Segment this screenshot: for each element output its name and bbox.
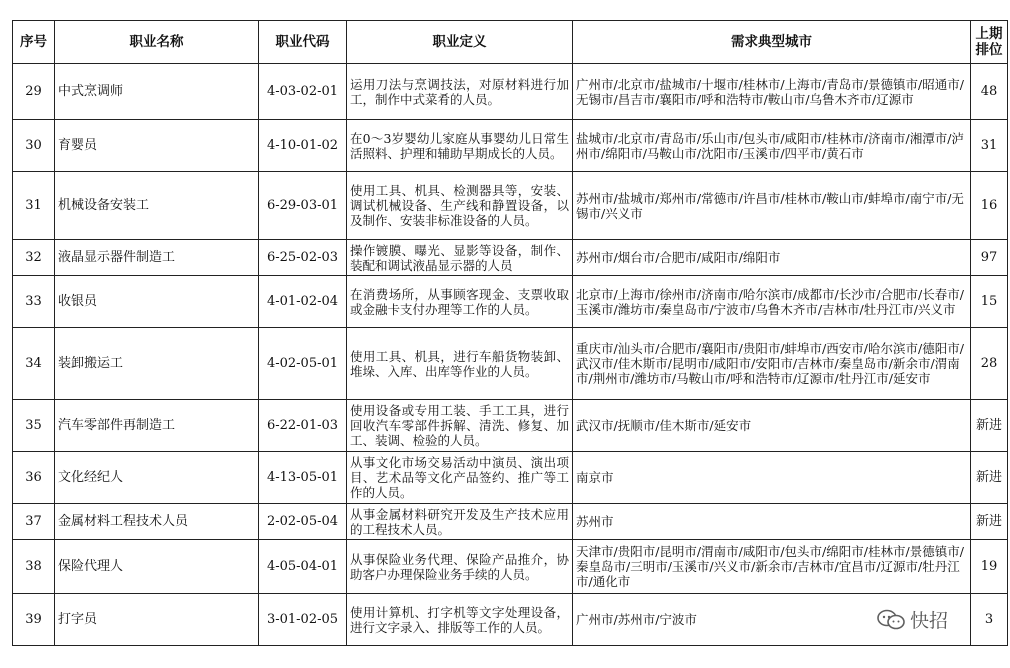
row-occupation-definition: 从事金属材料研究开发及生产技术应用的工程技术人员。 <box>347 504 573 540</box>
row-typical-cities: 重庆市/汕头市/合肥市/襄阳市/贵阳市/蚌埠市/西安市/哈尔滨市/德阳市/武汉市/佳木斯市/昆明市/咸阳市/安阳市/吉林市/秦皇岛市/新余市/渭南市/荆州市/潍坊市/马鞍山市/呼和浩特市/辽源市/牡丹江市/延安市 <box>573 328 971 400</box>
wechat-official-account-icon <box>876 609 906 631</box>
table-row <box>13 240 1008 276</box>
row-occupation-definition: 使用工具、机具，进行车船货物装卸、堆垛、入库、出库等作业的人员。 <box>347 328 573 400</box>
table-row <box>13 120 1008 172</box>
row-occupation-definition: 从事保险业务代理、保险产品推介，协助客户办理保险业务手续的人员。 <box>347 540 573 594</box>
row-previous-rank: 28 <box>971 328 1008 400</box>
row-index: 36 <box>13 452 55 504</box>
row-index: 29 <box>13 64 55 120</box>
row-index: 33 <box>13 276 55 328</box>
row-typical-cities: 广州市/北京市/盐城市/十堰市/桂林市/上海市/青岛市/景德镇市/昭通市/无锡市/昌吉市/襄阳市/呼和浩特市/鞍山市/乌鲁木齐市/辽源市 <box>573 64 971 120</box>
row-index: 32 <box>13 240 55 276</box>
row-previous-rank: 15 <box>971 276 1008 328</box>
row-index: 34 <box>13 328 55 400</box>
row-typical-cities: 苏州市 <box>573 504 971 540</box>
row-previous-rank: 新进 <box>971 452 1008 504</box>
row-occupation-code: 4-02-05-01 <box>259 328 347 400</box>
occupation-table <box>12 20 1008 646</box>
row-occupation-name: 汽车零部件再制造工 <box>55 400 259 452</box>
row-occupation-name: 打字员 <box>55 594 259 646</box>
row-typical-cities: 苏州市/盐城市/郑州市/常德市/许昌市/桂林市/鞍山市/蚌埠市/南宁市/无锡市/兴义市 <box>573 172 971 240</box>
header-occupation-definition: 职业定义 <box>347 21 573 64</box>
table-row <box>13 504 1008 540</box>
table-row <box>13 328 1008 400</box>
row-index: 31 <box>13 172 55 240</box>
row-previous-rank: 31 <box>971 120 1008 172</box>
row-occupation-name: 机械设备安装工 <box>55 172 259 240</box>
table-row <box>13 172 1008 240</box>
row-previous-rank: 19 <box>971 540 1008 594</box>
row-occupation-code: 6-25-02-03 <box>259 240 347 276</box>
header-previous-rank <box>971 21 1008 64</box>
row-typical-cities: 天津市/贵阳市/昆明市/渭南市/咸阳市/包头市/绵阳市/桂林市/景德镇市/秦皇岛市/三明市/玉溪市/兴义市/新余市/吉林市/宜昌市/辽源市/牡丹江市/通化市 <box>573 540 971 594</box>
row-previous-rank: 新进 <box>971 504 1008 540</box>
row-occupation-name: 装卸搬运工 <box>55 328 259 400</box>
row-index: 35 <box>13 400 55 452</box>
row-occupation-definition: 从事文化市场交易活动中演员、演出项目、艺术品等文化产品签约、推广等工作的人员。 <box>347 452 573 504</box>
row-typical-cities: 广州市/苏州市/宁波市 <box>573 594 971 646</box>
row-occupation-code: 4-13-05-01 <box>259 452 347 504</box>
row-occupation-code: 4-10-01-02 <box>259 120 347 172</box>
row-occupation-name: 育婴员 <box>55 120 259 172</box>
row-previous-rank: 16 <box>971 172 1008 240</box>
row-previous-rank: 97 <box>971 240 1008 276</box>
row-occupation-definition: 操作镀膜、曝光、显影等设备，制作、装配和调试液晶显示器的人员 <box>347 240 573 276</box>
watermark <box>876 606 948 633</box>
row-occupation-name: 金属材料工程技术人员 <box>55 504 259 540</box>
row-occupation-definition: 使用计算机、打字机等文字处理设备，进行文字录入、排版等工作的人员。 <box>347 594 573 646</box>
table-header-row <box>13 21 1008 64</box>
row-previous-rank: 3 <box>971 594 1008 646</box>
row-index: 37 <box>13 504 55 540</box>
row-occupation-name: 中式烹调师 <box>55 64 259 120</box>
row-occupation-definition: 在0～3岁婴幼儿家庭从事婴幼儿日常生活照料、护理和辅助早期成长的人员。 <box>347 120 573 172</box>
row-typical-cities: 武汉市/抚顺市/佳木斯市/延安市 <box>573 400 971 452</box>
row-typical-cities: 苏州市/烟台市/合肥市/咸阳市/绵阳市 <box>573 240 971 276</box>
row-occupation-definition: 使用设备或专用工装、手工工具，进行回收汽车零部件拆解、清洗、修复、加工、装调、检验的人员。 <box>347 400 573 452</box>
header-typical-cities: 需求典型城市 <box>573 21 971 64</box>
table-row <box>13 64 1008 120</box>
row-occupation-name: 收银员 <box>55 276 259 328</box>
table-row <box>13 276 1008 328</box>
row-occupation-definition: 使用工具、机具、检测器具等，安装、调试机械设备、生产线和静置设备，以及制作、安装非标准设备的人员。 <box>347 172 573 240</box>
row-occupation-code: 4-01-02-04 <box>259 276 347 328</box>
row-occupation-definition: 运用刀法与烹调技法，对原材料进行加工，制作中式菜肴的人员。 <box>347 64 573 120</box>
row-typical-cities: 盐城市/北京市/青岛市/乐山市/包头市/咸阳市/桂林市/济南市/湘潭市/泸州市/绵阳市/马鞍山市/沈阳市/玉溪市/四平市/黄石市 <box>573 120 971 172</box>
row-index: 30 <box>13 120 55 172</box>
table-row <box>13 400 1008 452</box>
row-previous-rank: 48 <box>971 64 1008 120</box>
row-typical-cities: 南京市 <box>573 452 971 504</box>
header-previous-rank-text: 上期 排位 <box>975 26 1003 58</box>
row-occupation-definition: 在消费场所，从事顾客现金、支票收取或金融卡支付办理等工作的人员。 <box>347 276 573 328</box>
row-occupation-code: 6-22-01-03 <box>259 400 347 452</box>
table-row <box>13 452 1008 504</box>
row-index: 38 <box>13 540 55 594</box>
row-occupation-code: 3-01-02-05 <box>259 594 347 646</box>
row-typical-cities: 北京市/上海市/徐州市/济南市/哈尔滨市/成都市/长沙市/合肥市/长春市/玉溪市/潍坊市/秦皇岛市/宁波市/乌鲁木齐市/吉林市/牡丹江市/兴义市 <box>573 276 971 328</box>
row-occupation-name: 文化经纪人 <box>55 452 259 504</box>
row-previous-rank: 新进 <box>971 400 1008 452</box>
row-index: 39 <box>13 594 55 646</box>
row-occupation-code: 4-03-02-01 <box>259 64 347 120</box>
watermark-text: 快招 <box>910 610 949 632</box>
row-occupation-code: 6-29-03-01 <box>259 172 347 240</box>
table-row <box>13 540 1008 594</box>
row-occupation-code: 2-02-05-04 <box>259 504 347 540</box>
row-occupation-name: 液晶显示器件制造工 <box>55 240 259 276</box>
header-occupation-name: 职业名称 <box>55 21 259 64</box>
row-occupation-code: 4-05-04-01 <box>259 540 347 594</box>
table-row <box>13 594 1008 646</box>
header-occupation-code: 职业代码 <box>259 21 347 64</box>
row-occupation-name: 保险代理人 <box>55 540 259 594</box>
header-index: 序号 <box>13 21 55 64</box>
